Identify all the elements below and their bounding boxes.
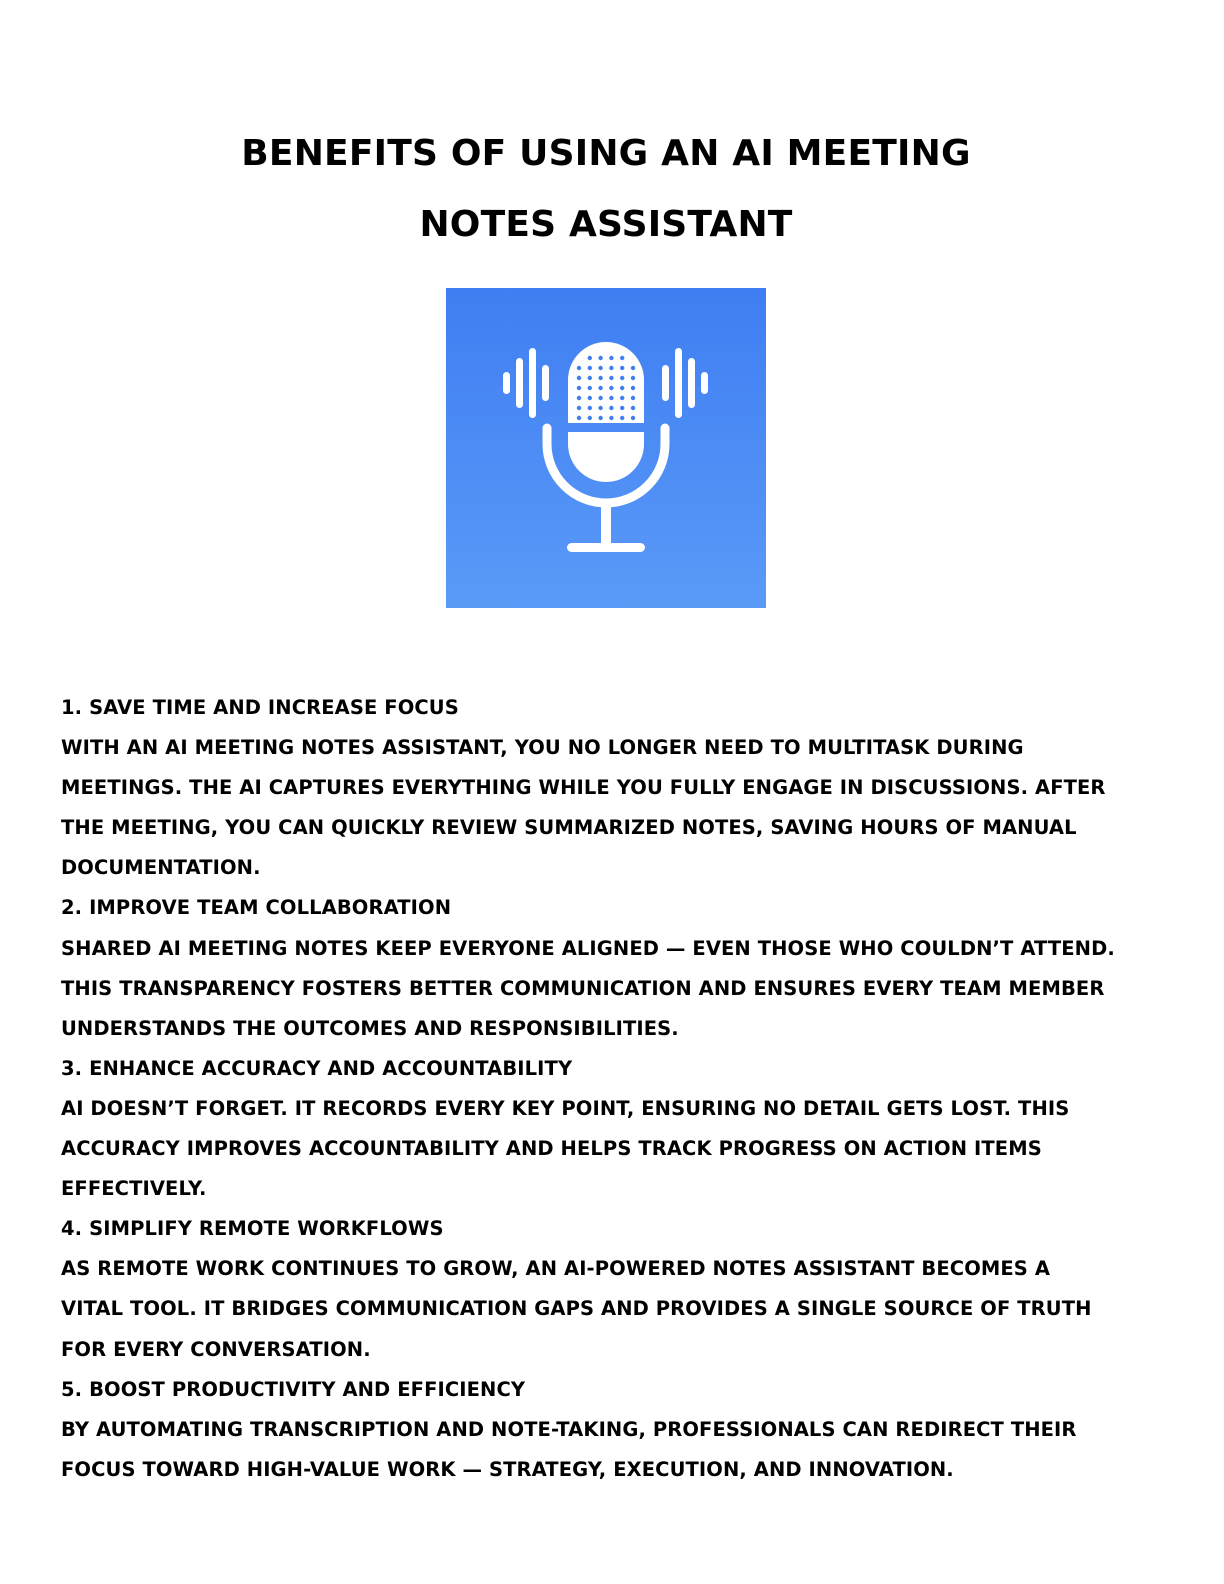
sound-wave-bar xyxy=(542,365,549,401)
section-4-line: AS REMOTE WORK CONTINUES TO GROW, AN AI-POWERED NOTES ASSISTANT BECOMES A xyxy=(61,1257,1051,1281)
section-1-line: DOCUMENTATION. xyxy=(61,856,261,880)
sound-wave-bar xyxy=(701,372,708,394)
sound-wave-bar xyxy=(662,365,669,401)
grille-dot xyxy=(588,376,592,380)
microphone-stand-pole xyxy=(601,506,611,544)
grille-dot xyxy=(620,406,624,410)
grille-dot xyxy=(577,396,581,400)
page-title-line-2: NOTES ASSISTANT xyxy=(419,204,793,245)
microphone-stand-base xyxy=(567,543,645,552)
grille-dot xyxy=(609,406,613,410)
grille-dot xyxy=(588,356,592,360)
section-2-heading: 2. IMPROVE TEAM COLLABORATION xyxy=(61,896,452,920)
grille-dot xyxy=(620,386,624,390)
sound-wave-bar xyxy=(675,348,682,418)
grille-dot xyxy=(588,416,592,420)
grille-dot xyxy=(620,356,624,360)
grille-dot xyxy=(577,386,581,390)
grille-dot xyxy=(577,416,581,420)
section-4-line: FOR EVERY CONVERSATION. xyxy=(61,1337,371,1361)
sound-wave-bar xyxy=(503,372,510,394)
grille-dot xyxy=(598,366,602,370)
section-4-heading: 4. SIMPLIFY REMOTE WORKFLOWS xyxy=(61,1217,444,1241)
microphone-head xyxy=(568,342,644,423)
grille-dot xyxy=(631,366,635,370)
benefits-list xyxy=(61,688,1151,1490)
grille-dot xyxy=(620,376,624,380)
section-1-line: WITH AN AI MEETING NOTES ASSISTANT, YOU NO LONGER NEED TO MULTITASK DURING xyxy=(61,736,1024,760)
section-1-line: THE MEETING, YOU CAN QUICKLY REVIEW SUMMARIZED NOTES, SAVING HOURS OF MANUAL xyxy=(61,816,1077,840)
grille-dot xyxy=(588,386,592,390)
grille-dot xyxy=(631,386,635,390)
grille-dot xyxy=(577,366,581,370)
grille-dot xyxy=(631,406,635,410)
grille-dot xyxy=(609,416,613,420)
grille-dot xyxy=(609,376,613,380)
section-5-heading: 5. BOOST PRODUCTIVITY AND EFFICIENCY xyxy=(61,1377,526,1401)
grille-dot xyxy=(577,406,581,410)
grille-dot xyxy=(631,416,635,420)
grille-dot xyxy=(609,386,613,390)
grille-dot xyxy=(598,406,602,410)
grille-dot xyxy=(598,386,602,390)
grille-dot xyxy=(598,416,602,420)
section-1-heading: 1. SAVE TIME AND INCREASE FOCUS xyxy=(61,696,459,719)
grille-dot xyxy=(598,396,602,400)
sound-wave-bar xyxy=(688,358,695,408)
grille-dot xyxy=(609,396,613,400)
section-4-line: VITAL TOOL. IT BRIDGES COMMUNICATION GAPS AND PROVIDES A SINGLE SOURCE OF TRUTH xyxy=(61,1297,1092,1321)
section-2-line: UNDERSTANDS THE OUTCOMES AND RESPONSIBILITIES. xyxy=(61,1016,679,1040)
grille-dot xyxy=(631,396,635,400)
grille-dot xyxy=(609,356,613,360)
microphone-icon xyxy=(446,288,766,608)
section-3-line: EFFECTIVELY. xyxy=(61,1177,207,1201)
section-1-line: MEETINGS. THE AI CAPTURES EVERYTHING WHILE YOU FULLY ENGAGE IN DISCUSSIONS. AFTER xyxy=(61,776,1106,800)
page-title-line-1: BENEFITS OF USING AN AI MEETING xyxy=(241,133,971,174)
section-2-line: THIS TRANSPARENCY FOSTERS BETTER COMMUNICATION AND ENSURES EVERY TEAM MEMBER xyxy=(61,976,1105,1000)
section-3-heading: 3. ENHANCE ACCURACY AND ACCOUNTABILITY xyxy=(61,1056,573,1080)
section-5-line: FOCUS TOWARD HIGH-VALUE WORK — STRATEGY, EXECUTION, AND INNOVATION. xyxy=(61,1457,954,1481)
grille-dot xyxy=(620,396,624,400)
section-5-line: BY AUTOMATING TRANSCRIPTION AND NOTE-TAKING, PROFESSIONALS CAN REDIRECT THEIR xyxy=(61,1417,1077,1441)
sound-wave-bar xyxy=(529,348,536,418)
grille-dot xyxy=(577,376,581,380)
grille-dot xyxy=(588,406,592,410)
section-3-line: AI DOESN’T FORGET. IT RECORDS EVERY KEY POINT, ENSURING NO DETAIL GETS LOST. THIS xyxy=(61,1096,1070,1120)
microphone-logo xyxy=(446,288,766,608)
grille-dot xyxy=(598,356,602,360)
grille-dot xyxy=(598,376,602,380)
section-3-line: ACCURACY IMPROVES ACCOUNTABILITY AND HELPS TRACK PROGRESS ON ACTION ITEMS xyxy=(61,1137,1042,1161)
page-title xyxy=(0,118,1212,260)
grille-dot xyxy=(588,396,592,400)
sound-wave-bar xyxy=(516,358,523,408)
grille-dot xyxy=(588,366,592,370)
grille-dot xyxy=(631,376,635,380)
grille-dot xyxy=(620,366,624,370)
grille-dot xyxy=(609,366,613,370)
grille-dot xyxy=(620,416,624,420)
section-2-line: SHARED AI MEETING NOTES KEEP EVERYONE ALIGNED — EVEN THOSE WHO COULDN’T ATTEND. xyxy=(61,936,1115,960)
